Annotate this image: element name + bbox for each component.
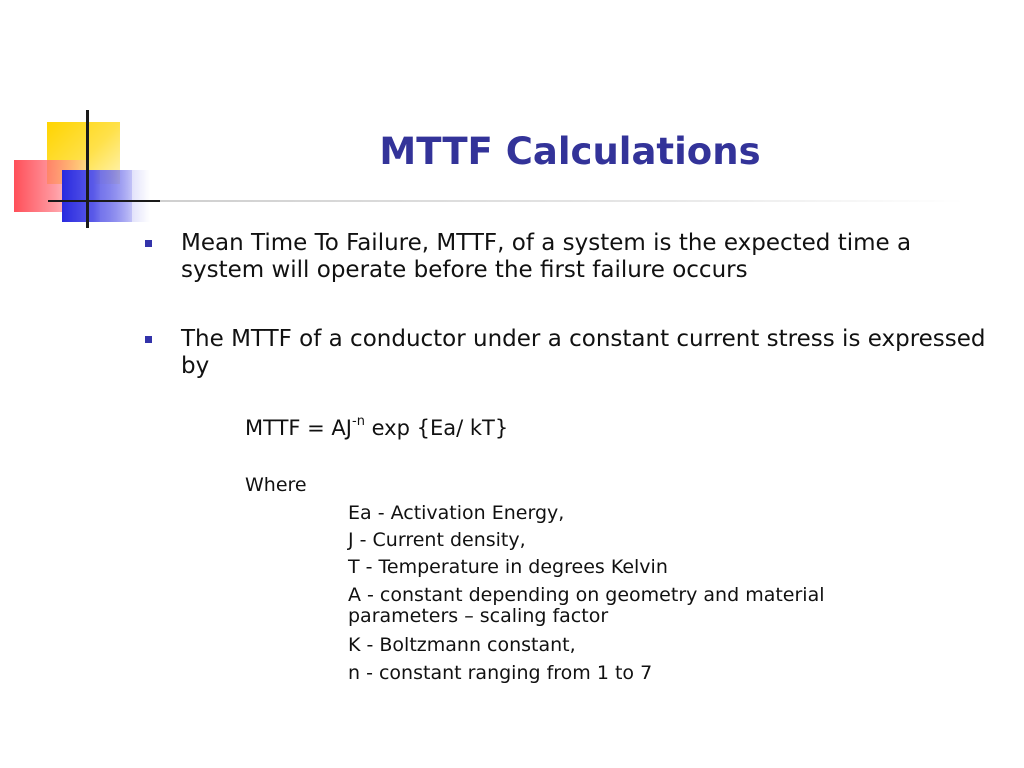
formula-rhs: exp {Ea/ kT} (364, 416, 509, 440)
definition-item: J - Current density, (348, 529, 526, 551)
blue-fade-icon (100, 170, 150, 222)
definition-item: K - Boltzmann constant, (348, 634, 576, 656)
definition-item: A - constant depending on geometry and material parameters – scaling factor (348, 584, 825, 627)
definition-item: T - Temperature in degrees Kelvin (348, 556, 668, 578)
formula-lhs: MTTF = AJ (245, 416, 352, 440)
square-bullet-icon (145, 336, 152, 343)
where-label: Where (245, 474, 307, 496)
title-divider (160, 200, 965, 202)
slide-title: MTTF Calculations (379, 130, 761, 173)
bullet-text: Mean Time To Failure, MTTF, of a system is the expected time a system will operate before the first failure occurs (181, 230, 912, 283)
formula-exponent: -n (352, 414, 365, 429)
square-bullet-icon (145, 240, 152, 247)
logo-vertical-line (86, 110, 89, 228)
definition-item: Ea - Activation Energy, (348, 502, 565, 524)
logo-horizontal-line (48, 200, 168, 202)
definition-item: n - constant ranging from 1 to 7 (348, 662, 653, 684)
bullet-text: The MTTF of a conductor under a constant current stress is expressed by (181, 326, 986, 379)
mttf-formula (245, 416, 508, 440)
